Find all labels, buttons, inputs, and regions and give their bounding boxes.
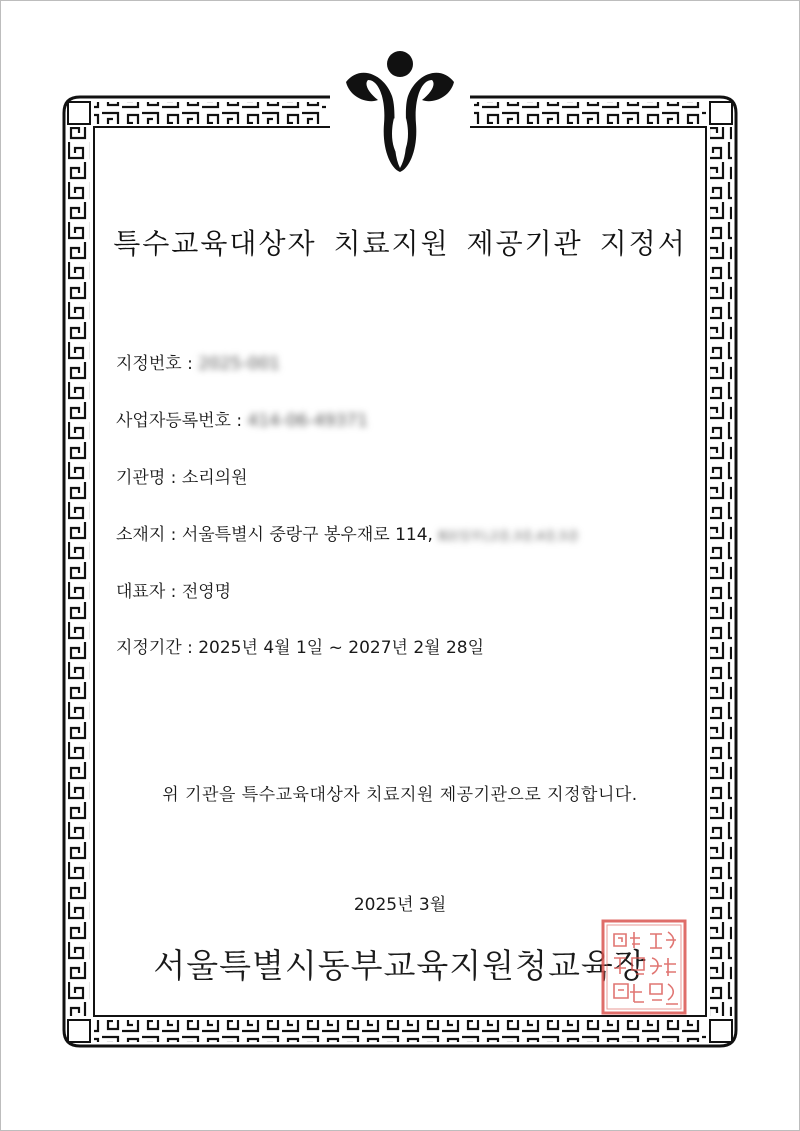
business-registration-label: 사업자등록번호 : <box>116 411 243 431</box>
business-registration-row <box>116 406 368 431</box>
designation-number-value: 2025-001 <box>198 354 281 374</box>
issue-date: 2025년 3월 <box>353 895 447 915</box>
representative-label: 대표자 : <box>116 582 177 602</box>
address-redacted-value: B2(일부),2층,3층,4층,5층 <box>438 529 579 543</box>
designation-number-label: 지정번호 : <box>116 354 193 374</box>
address-label: 소재지 : <box>116 525 177 545</box>
designation-number-row <box>116 349 280 374</box>
institution-name-row <box>116 463 248 488</box>
address-value: 서울특별시 중랑구 봉우재로 114, <box>181 525 433 545</box>
institution-name-label: 기관명 : <box>116 468 177 488</box>
representative-row <box>116 577 231 602</box>
business-registration-value: 414-06-49371 <box>247 411 368 431</box>
official-seal-icon <box>600 918 688 1016</box>
issuer-name: 서울특별시동부교육지원청교육장 <box>153 946 647 985</box>
address-row <box>116 520 579 545</box>
designation-period-row <box>116 633 484 658</box>
designation-statement: 위 기관을 특수교육대상자 치료지원 제공기관으로 지정합니다. <box>162 785 638 805</box>
institution-name-value: 소리의원 <box>181 468 248 488</box>
designation-period-label: 지정기간 : <box>116 638 193 658</box>
designation-period-value: 2025년 4월 1일 ~ 2027년 2월 28일 <box>198 638 485 658</box>
seoul-education-emblem-icon <box>340 44 460 179</box>
representative-value: 전영명 <box>181 582 232 602</box>
certificate-title: 특수교육대상자 치료지원 제공기관 지정서 <box>113 227 687 260</box>
